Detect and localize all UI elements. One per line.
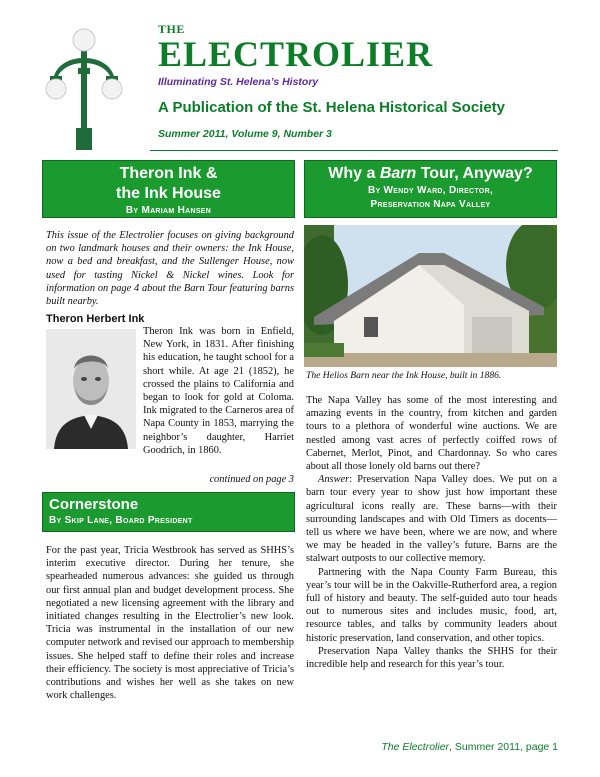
masthead-the: THE <box>158 22 185 36</box>
barn-paragraph-2 <box>306 473 557 565</box>
theron-heading-line1: Theron Ink & <box>119 165 218 182</box>
barn-body <box>306 394 557 671</box>
street-lamp-logo <box>40 28 128 150</box>
page-footer <box>381 741 558 753</box>
barn-photo <box>304 225 557 367</box>
barn-paragraph-3: Partnering with the Napa County Farm Bureau, this year’s tour will be in the Oakville-Rutherford area, a region full of history and beauty. The self-guided auto tour heads out to numerous sites and includes music, food, art, resource tables, and talks by community leaders about historic preservation, land conservation, and other topics. <box>306 566 557 644</box>
theron-subheading: Theron Herbert Ink <box>46 313 145 325</box>
continued-note: continued on page 3 <box>209 474 294 485</box>
publication-line: A Publication of the St. Helena Historical Society <box>158 99 506 116</box>
cornerstone-body: For the past year, Tricia Westbrook has served as SHHS’s interim executive director. During her tenure, she spearheaded numerous advances: she guided us through our first annual plan and budget development process. She negotiated a new licensing agreement with the library and initiated changes resulting in the Electrolier’s new look. Tricia was instrumental in the installation of our new computer network and revised our approach to membership issues. She helped staff to define their roles and increase their efficiency. The society is most appreciative of Tricia’s contributions and wishes her well as she takes on new work challenges. <box>46 545 294 702</box>
cornerstone-byline: By Skip Lane, Board President <box>49 515 193 526</box>
masthead-tagline: Illuminating St. Helena’s History <box>158 76 319 88</box>
footer-page-info: , Summer 2011, page 1 <box>449 741 558 753</box>
barn-paragraph-4: Preservation Napa Valley thanks the SHHS for their incredible help and research for this year’s tour. <box>306 645 557 671</box>
issue-line: Summer 2011, Volume 9, Number 3 <box>158 128 332 140</box>
theron-portrait <box>46 329 136 449</box>
barn-heading-pre: Why a <box>328 165 380 182</box>
barn-heading-box <box>304 160 557 218</box>
footer-publication: The Electrolier <box>381 741 450 753</box>
barn-paragraph-2-text: : Preservation Napa Valley does. We put on a barn tour every year to show just how important these agricultural icons really are. These barns—with their surrounding landscapes and with Old Timers as docents—tell us where we have been, where we are now, and where we may be headed in the valley’s future. Barns are the stalwart outposts to our collective memory. <box>306 474 557 565</box>
answer-label: Answer <box>318 474 350 486</box>
barn-byline-2: Preservation Napa Valley <box>370 199 491 210</box>
barn-heading-post: Tour, Anyway? <box>416 165 533 182</box>
cornerstone-heading-box <box>42 492 295 532</box>
theron-intro: This issue of the Electrolier focuses on giving background on two landmark houses and their owners: the Ink House, now a bed and breakfast, and the Sullenger House, now used for tasting Nickel & Nickel wines. Look for information on page 4 about the Barn Tour featuring barns built nearby. <box>46 230 294 308</box>
barn-heading-em: Barn <box>379 165 417 182</box>
barn-heading <box>305 164 556 184</box>
barn-photo-caption: The Helios Barn near the Ink House, built in 1886. <box>306 370 502 381</box>
theron-heading-box <box>42 160 295 218</box>
theron-byline: By Mariam Hansen <box>125 205 212 216</box>
theron-heading-line2: the Ink House <box>116 185 221 202</box>
masthead-rule <box>150 150 558 151</box>
masthead-title: ELECTROLIER <box>158 34 434 74</box>
theron-body: Theron Ink was born in Enfield, New York, in 1831. After finishing his education, he taught school for a short while. At age 21 (1852), he crossed the plains to California and began to look for gold at Coloma. Ink migrated to the Carneros area of Napa County in 1853, marrying the neighbor’s daughter, Harriet Goodrich, in 1860. <box>143 326 294 456</box>
barn-byline-1: By Wendy Ward, Director, <box>367 185 494 196</box>
barn-paragraph-1: The Napa Valley has some of the most interesting and amazing events in the country, from kitchen and garden tours to a plethora of wonderful wine auctions. We are nestled among vast acres of perfectly coiffed rows of Cabernet, Merlot, Pinot, and Chardonnay. So who cares about all those lonely old barns out there? <box>306 395 557 473</box>
cornerstone-heading: Cornerstone <box>49 496 139 513</box>
